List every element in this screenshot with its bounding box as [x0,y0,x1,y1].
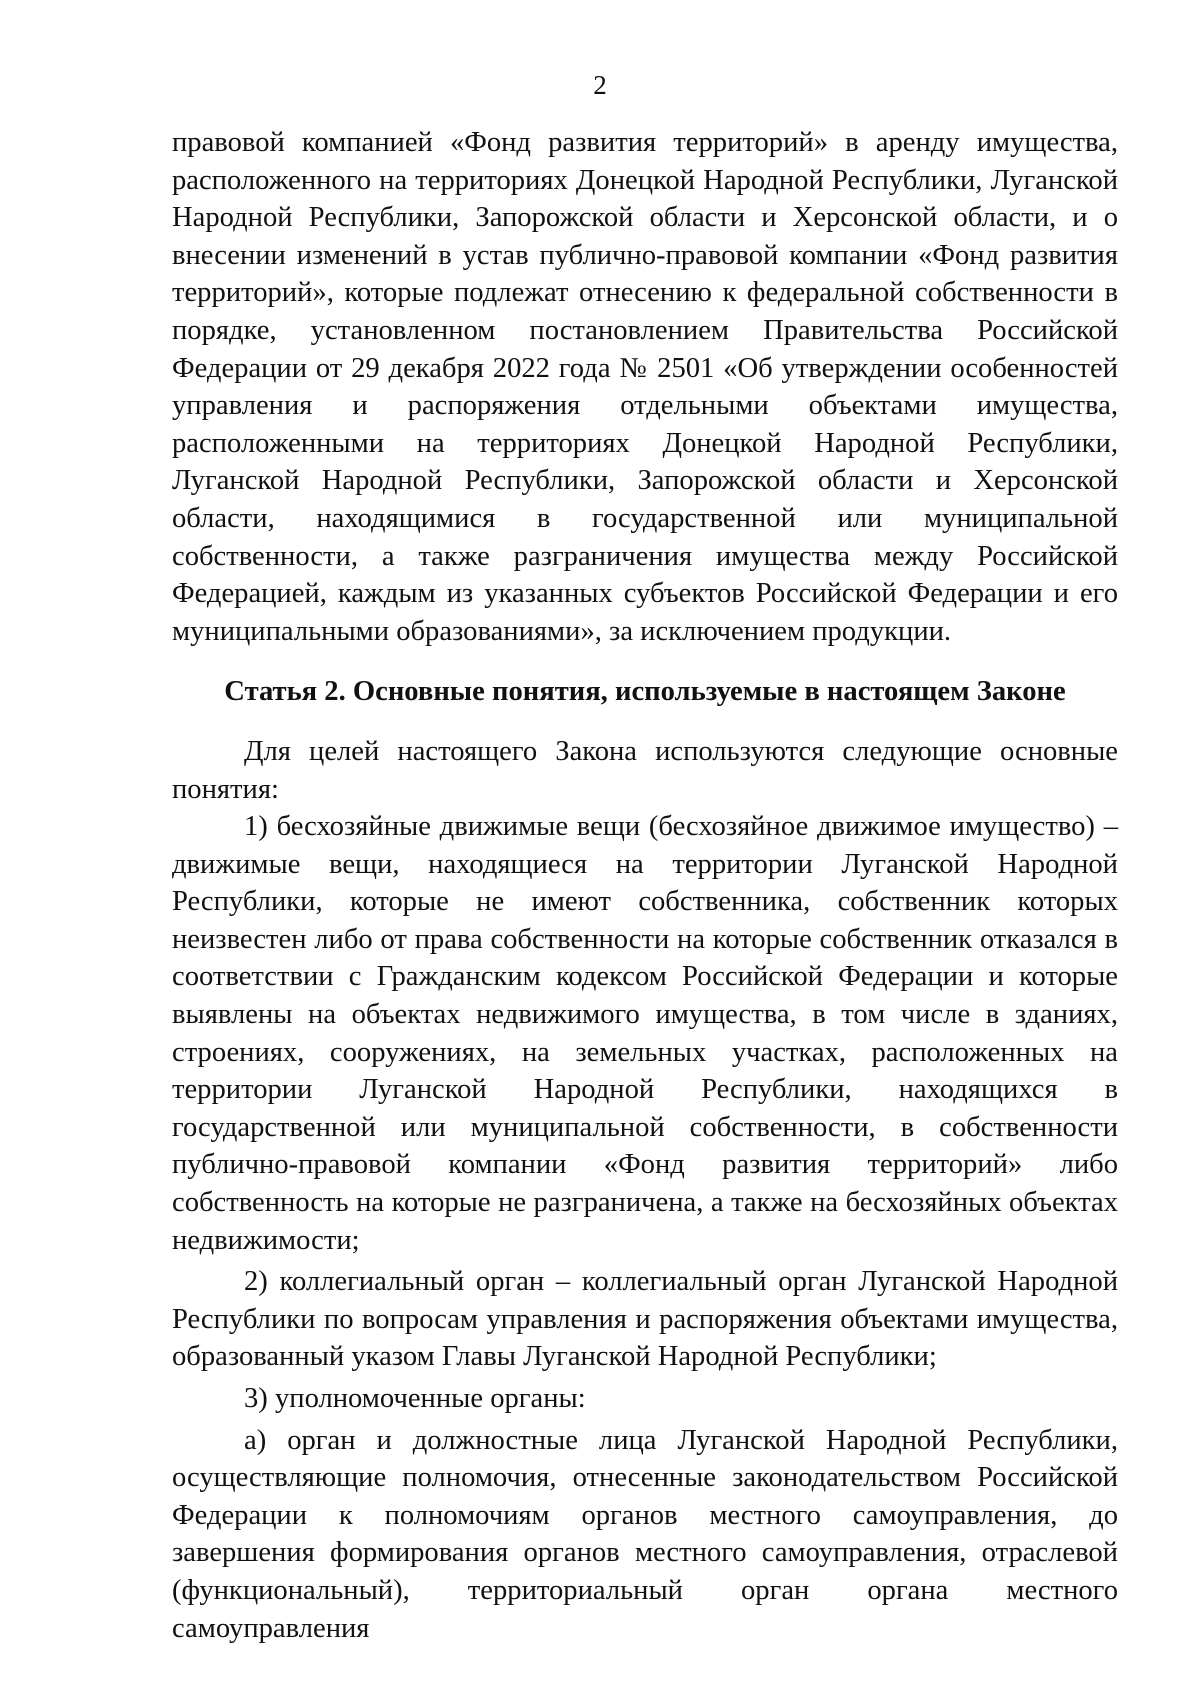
page-number: 2 [593,70,607,100]
list-item-3a: а) орган и должностные лица Луганской Народной Республики, осуществляющие полномочия, отнесенные законодательством Российской Федерации к полномочиям органов местного самоуправления, до завершения формирования органов местного самоуправления, отраслевой (функциональный), территориальный орган органа местного самоуправления [172,1424,1118,1644]
article-heading: Статья 2. Основные понятия, используемые в настоящем Законе [224,676,1066,708]
list-item-3: 3) уполномоченные органы: [244,1383,586,1414]
document-body [172,124,1118,1647]
list-item-2: 2) коллегиальный орган – коллегиальный орган Луганской Народной Республики по вопросам управления и распоряжения объектами имущества, образованный указом Главы Луганской Народной Республики; [172,1266,1118,1373]
paragraph-intro: правовой компанией «Фонд развития территорий» в аренду имущества, расположенного на территориях Донецкой Народной Республики, Луганской Народной Республики, Запорожской области и Херсонской области, и о внесении изменений в устав публично-правовой компании «Фонд развития территорий», которые подлежат отнесению к федеральной собственности в порядке, установленном постановлением Правительства Российской Федерации от 29 декабря 2022 года № 2501 «Об утверждении особенностей управления и распоряжения отдельными объектами имущества, расположенными на территориях Донецкой Народной Республики, Луганской Народной Республики, Запорожской области и Херсонской области, находящимися в государственной или муниципальной собственности, а также разграничения имущества между Российской Федерацией, каждым из указанных субъектов Российской Федерации и его муниципальными образованиями», за исключением продукции. [172,127,1118,647]
paragraph-purpose: Для целей настоящего Закона используются следующие основные понятия: [172,735,1118,805]
list-item-1: 1) бесхозяйные движимые вещи (бесхозяйное движимое имущество) – движимые вещи, находящиеся на территории Луганской Народной Республики, которые не имеют собственника, собственник которых неизвестен либо от права собственности на которые собственник отказался в соответствии с Гражданским кодексом Российской Федерации и которые выявлены на объектах недвижимого имущества, в том числе в зданиях, строениях, сооружениях, на земельных участках, расположенных на территории Луганской Народной Республики, находящихся в государственной или муниципальной собственности, в собственности публично-правовой компании «Фонд развития территорий» либо собственность на которые не разграничена, а также на бесхозяйных объектах недвижимости; [172,811,1118,1256]
